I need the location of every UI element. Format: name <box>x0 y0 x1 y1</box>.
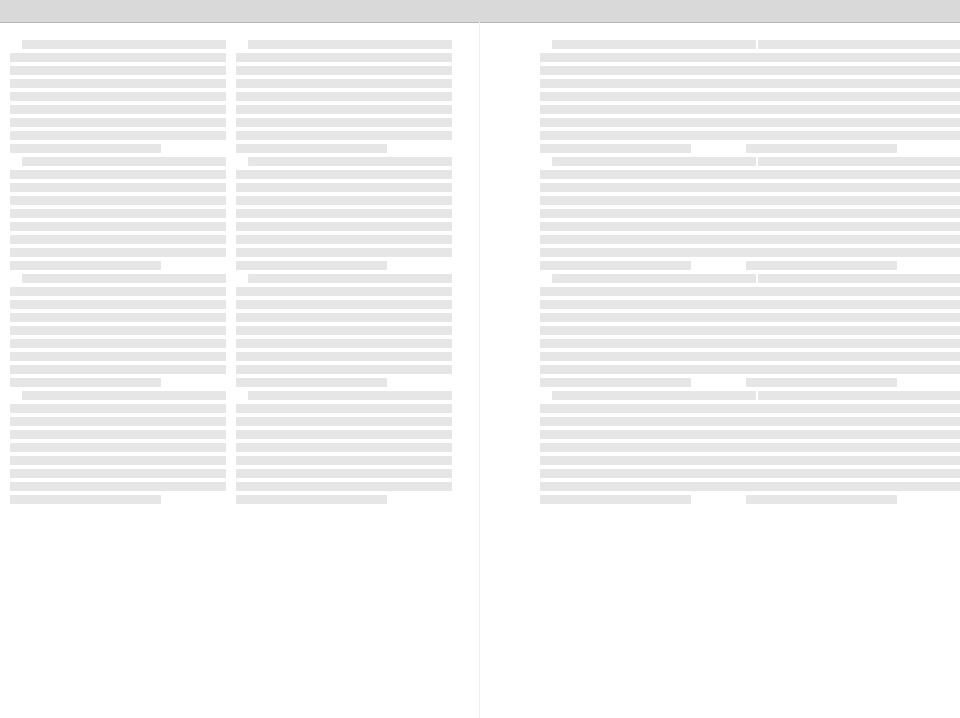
text-line-placeholder <box>540 170 756 179</box>
text-line-placeholder <box>236 365 452 374</box>
text-line-placeholder <box>10 248 226 257</box>
text-line-placeholder <box>10 326 226 335</box>
text-line-placeholder <box>746 183 960 192</box>
text-line-placeholder <box>248 274 452 283</box>
text-line-placeholder <box>746 378 897 387</box>
text-line-placeholder <box>236 287 452 296</box>
text-line-placeholder <box>10 261 161 270</box>
text-line-placeholder <box>236 456 452 465</box>
text-line-placeholder <box>540 365 756 374</box>
text-line-placeholder <box>540 326 756 335</box>
text-line-placeholder <box>236 443 452 452</box>
text-line-placeholder <box>540 430 756 439</box>
right-page <box>480 0 960 718</box>
text-line-placeholder <box>540 352 756 361</box>
text-line-placeholder <box>540 417 756 426</box>
text-line-placeholder <box>236 66 452 75</box>
text-line-placeholder <box>10 118 226 127</box>
text-line-placeholder <box>540 105 756 114</box>
text-line-placeholder <box>540 235 756 244</box>
text-line-placeholder <box>540 261 691 270</box>
text-line-placeholder <box>540 469 756 478</box>
text-line-placeholder <box>540 131 756 140</box>
text-line-placeholder <box>10 131 226 140</box>
left-column-1 <box>10 36 226 668</box>
text-line-placeholder <box>10 339 226 348</box>
text-line-placeholder <box>746 170 960 179</box>
text-line-placeholder <box>236 313 452 322</box>
text-line-placeholder <box>746 417 960 426</box>
text-line-placeholder <box>10 222 226 231</box>
text-line-placeholder <box>10 105 226 114</box>
text-line-placeholder <box>746 105 960 114</box>
text-line-placeholder <box>746 222 960 231</box>
text-line-placeholder <box>552 274 756 283</box>
text-line-placeholder <box>540 495 691 504</box>
text-line-placeholder <box>746 131 960 140</box>
text-line-placeholder <box>10 196 226 205</box>
text-line-placeholder <box>10 352 226 361</box>
text-line-placeholder <box>10 378 161 387</box>
text-line-placeholder <box>746 92 960 101</box>
text-line-placeholder <box>540 66 756 75</box>
text-line-placeholder <box>10 482 226 491</box>
text-line-placeholder <box>236 183 452 192</box>
text-line-placeholder <box>746 482 960 491</box>
text-line-placeholder <box>236 53 452 62</box>
text-line-placeholder <box>22 274 226 283</box>
text-line-placeholder <box>540 300 756 309</box>
text-line-placeholder <box>552 391 756 400</box>
text-line-placeholder <box>758 274 960 283</box>
text-line-placeholder <box>746 430 960 439</box>
text-line-placeholder <box>236 417 452 426</box>
text-line-placeholder <box>22 391 226 400</box>
text-line-placeholder <box>758 40 960 49</box>
text-line-placeholder <box>540 53 756 62</box>
text-line-placeholder <box>236 482 452 491</box>
text-line-placeholder <box>746 261 897 270</box>
text-line-placeholder <box>236 92 452 101</box>
text-line-placeholder <box>10 469 226 478</box>
text-line-placeholder <box>10 92 226 101</box>
text-line-placeholder <box>22 40 226 49</box>
right-column-2 <box>746 36 960 668</box>
text-line-placeholder <box>746 209 960 218</box>
text-line-placeholder <box>236 222 452 231</box>
text-line-placeholder <box>236 248 452 257</box>
text-line-placeholder <box>10 495 161 504</box>
text-line-placeholder <box>540 183 756 192</box>
text-line-placeholder <box>746 326 960 335</box>
text-line-placeholder <box>540 92 756 101</box>
text-line-placeholder <box>236 261 387 270</box>
text-line-placeholder <box>746 352 960 361</box>
text-line-placeholder <box>540 144 691 153</box>
left-page-header-bar <box>0 0 480 23</box>
text-line-placeholder <box>10 456 226 465</box>
text-line-placeholder <box>236 235 452 244</box>
text-line-placeholder <box>540 196 756 205</box>
text-line-placeholder <box>236 144 387 153</box>
text-line-placeholder <box>236 300 452 309</box>
text-line-placeholder <box>746 248 960 257</box>
text-line-placeholder <box>540 313 756 322</box>
text-line-placeholder <box>10 365 226 374</box>
text-line-placeholder <box>746 66 960 75</box>
text-line-placeholder <box>746 469 960 478</box>
text-line-placeholder <box>22 157 226 166</box>
text-line-placeholder <box>758 391 960 400</box>
text-line-placeholder <box>540 404 756 413</box>
text-line-placeholder <box>746 313 960 322</box>
text-line-placeholder <box>10 430 226 439</box>
text-line-placeholder <box>746 404 960 413</box>
text-line-placeholder <box>10 170 226 179</box>
text-line-placeholder <box>552 157 756 166</box>
text-line-placeholder <box>540 79 756 88</box>
text-line-placeholder <box>746 339 960 348</box>
text-line-placeholder <box>236 196 452 205</box>
text-line-placeholder <box>236 170 452 179</box>
text-line-placeholder <box>10 300 226 309</box>
text-line-placeholder <box>236 430 452 439</box>
text-line-placeholder <box>236 118 452 127</box>
right-column-1 <box>540 36 756 668</box>
text-line-placeholder <box>236 352 452 361</box>
text-line-placeholder <box>236 209 452 218</box>
text-line-placeholder <box>236 495 387 504</box>
text-line-placeholder <box>236 378 387 387</box>
text-line-placeholder <box>746 144 897 153</box>
text-line-placeholder <box>10 417 226 426</box>
text-line-placeholder <box>10 443 226 452</box>
text-line-placeholder <box>248 157 452 166</box>
text-line-placeholder <box>746 118 960 127</box>
text-line-placeholder <box>236 326 452 335</box>
text-line-placeholder <box>10 404 226 413</box>
text-line-placeholder <box>248 391 452 400</box>
text-line-placeholder <box>10 144 161 153</box>
text-line-placeholder <box>236 469 452 478</box>
text-line-placeholder <box>540 118 756 127</box>
text-line-placeholder <box>10 313 226 322</box>
text-line-placeholder <box>236 131 452 140</box>
text-line-placeholder <box>746 79 960 88</box>
text-line-placeholder <box>10 235 226 244</box>
text-line-placeholder <box>540 456 756 465</box>
text-line-placeholder <box>10 79 226 88</box>
text-line-placeholder <box>746 235 960 244</box>
text-line-placeholder <box>746 196 960 205</box>
text-line-placeholder <box>746 53 960 62</box>
text-line-placeholder <box>552 40 756 49</box>
text-line-placeholder <box>540 248 756 257</box>
text-line-placeholder <box>758 157 960 166</box>
text-line-placeholder <box>10 209 226 218</box>
text-line-placeholder <box>236 339 452 348</box>
text-line-placeholder <box>540 209 756 218</box>
text-line-placeholder <box>10 66 226 75</box>
text-line-placeholder <box>10 183 226 192</box>
text-line-placeholder <box>236 404 452 413</box>
text-line-placeholder <box>236 105 452 114</box>
text-line-placeholder <box>540 443 756 452</box>
right-page-header-bar <box>480 0 960 23</box>
text-line-placeholder <box>746 287 960 296</box>
text-line-placeholder <box>746 365 960 374</box>
text-line-placeholder <box>746 456 960 465</box>
text-line-placeholder <box>746 443 960 452</box>
text-line-placeholder <box>746 300 960 309</box>
text-line-placeholder <box>248 40 452 49</box>
text-line-placeholder <box>540 378 691 387</box>
text-line-placeholder <box>540 222 756 231</box>
left-column-2 <box>236 36 452 668</box>
text-line-placeholder <box>540 339 756 348</box>
text-line-placeholder <box>540 482 756 491</box>
text-line-placeholder <box>540 287 756 296</box>
text-line-placeholder <box>10 53 226 62</box>
text-line-placeholder <box>10 287 226 296</box>
text-line-placeholder <box>236 79 452 88</box>
text-line-placeholder <box>746 495 897 504</box>
